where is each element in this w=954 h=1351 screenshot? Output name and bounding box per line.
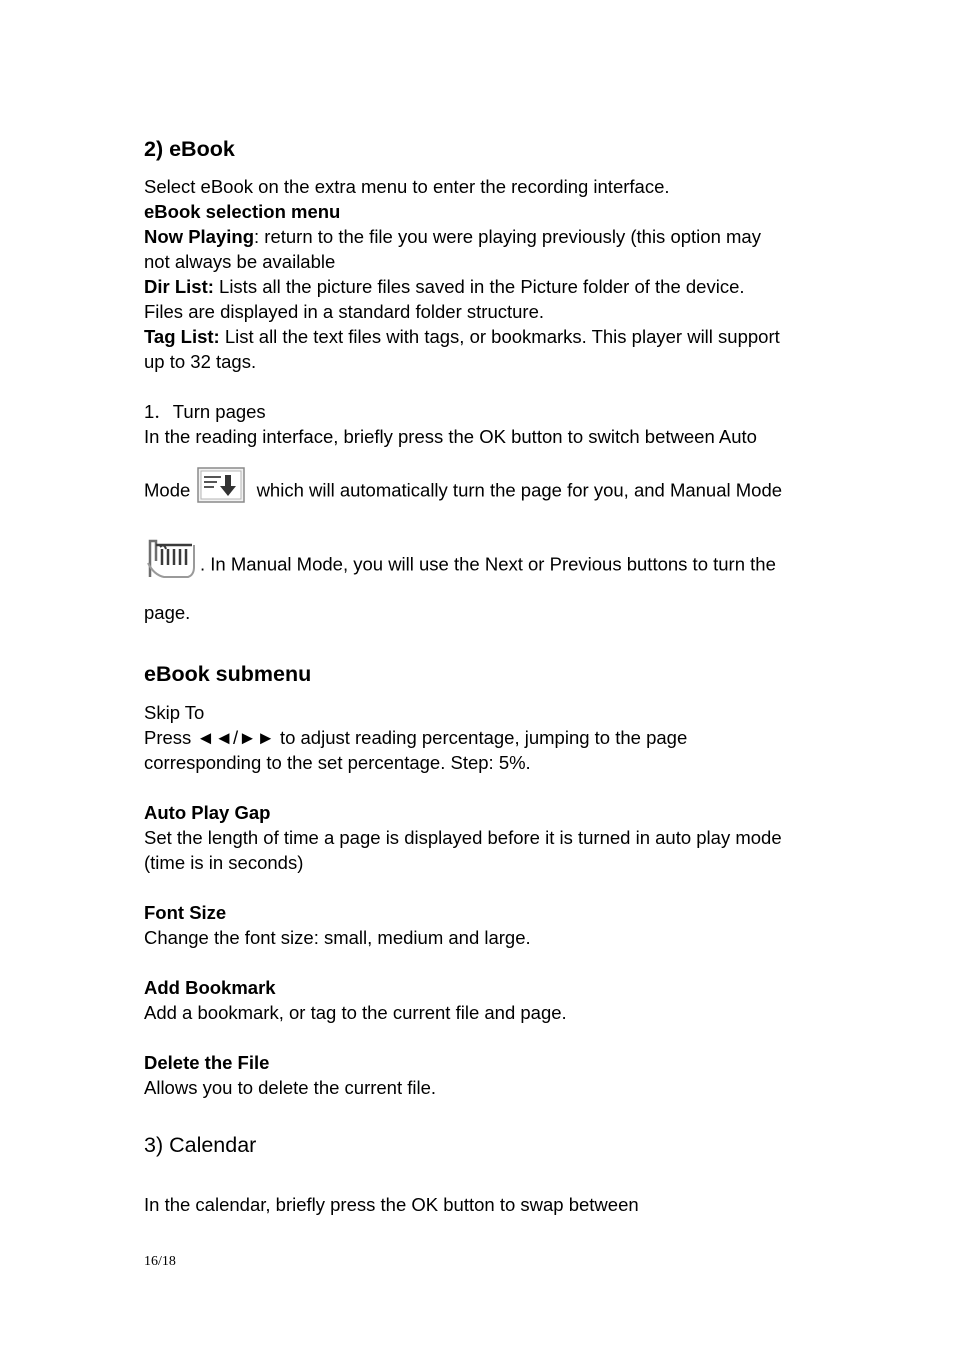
delete-title (144, 1050, 269, 1075)
auto-play-title-text: Auto Play Gap (144, 802, 271, 823)
bookmark-title-text: Add Bookmark (144, 977, 276, 998)
tag-list-line-1 (144, 324, 780, 349)
selection-menu-title-text: eBook selection menu (144, 201, 341, 222)
bookmark-text: Add a bookmark, or tag to the current file and page. (144, 1002, 567, 1023)
delete-text: Allows you to delete the current file. (144, 1077, 437, 1098)
auto-page-turn-icon (197, 467, 245, 516)
now-playing-text: : return to the file you were playing previously (this option may (254, 226, 761, 247)
selection-menu-title (144, 199, 340, 224)
submenu-heading: eBook submenu (144, 662, 312, 686)
calendar-text: In the calendar, briefly press the OK button to swap between (144, 1194, 639, 1215)
tag-list-label: Tag List: (144, 326, 220, 347)
dir-list-line-1 (144, 274, 745, 299)
skip-to-line-1: Press ◄◄/►► to adjust reading percentage, jumping to the page (144, 727, 688, 748)
skip-to-title: Skip To (144, 702, 205, 723)
dir-list-text: Lists all the picture files saved in the Picture folder of the device. (213, 276, 745, 297)
delete-title-text: Delete the File (144, 1052, 270, 1073)
mode-suffix: which will automatically turn the page for you, and Manual Mode (256, 479, 783, 501)
auto-mode-line (144, 467, 782, 516)
font-size-text: Change the font size: small, medium and large. (144, 927, 531, 948)
manual-page-turn-hand-icon (144, 535, 198, 596)
now-playing-label: Now Playing (144, 226, 254, 247)
tag-list-line-2: up to 32 tags. (144, 351, 257, 372)
auto-play-line-2: (time is in seconds) (144, 852, 304, 873)
mode-prefix: Mode (144, 479, 191, 501)
section-heading-ebook: 2) eBook (144, 137, 235, 161)
turn-pages-title: 1．Turn pages (144, 401, 266, 422)
calendar-heading: 3) Calendar (144, 1133, 257, 1157)
auto-play-title (144, 800, 270, 825)
manual-mode-line (144, 535, 776, 596)
now-playing-line-1 (144, 224, 761, 249)
now-playing-line-2: not always be available (144, 251, 336, 272)
font-size-title (144, 900, 226, 925)
bookmark-title (144, 975, 276, 1000)
turn-pages-line-1: In the reading interface, briefly press the OK button to switch between Auto (144, 426, 757, 447)
tag-list-text: List all the text files with tags, or bookmarks. This player will support (219, 326, 780, 347)
auto-play-line-1: Set the length of time a page is displayed before it is turned in auto play mode (144, 827, 782, 848)
dir-list-line-2: Files are displayed in a standard folder structure. (144, 301, 545, 322)
dir-list-label: Dir List: (144, 276, 214, 297)
manual-suffix: . In Manual Mode, you will use the Next or Previous buttons to turn the (200, 553, 776, 575)
skip-to-line-2: corresponding to the set percentage. Step: 5%. (144, 752, 531, 773)
ebook-intro: Select eBook on the extra menu to enter the recording interface. (144, 176, 670, 197)
page-number: 16/18 (144, 1254, 176, 1269)
turn-pages-last-word: page. (144, 602, 191, 623)
font-size-title-text: Font Size (144, 902, 227, 923)
